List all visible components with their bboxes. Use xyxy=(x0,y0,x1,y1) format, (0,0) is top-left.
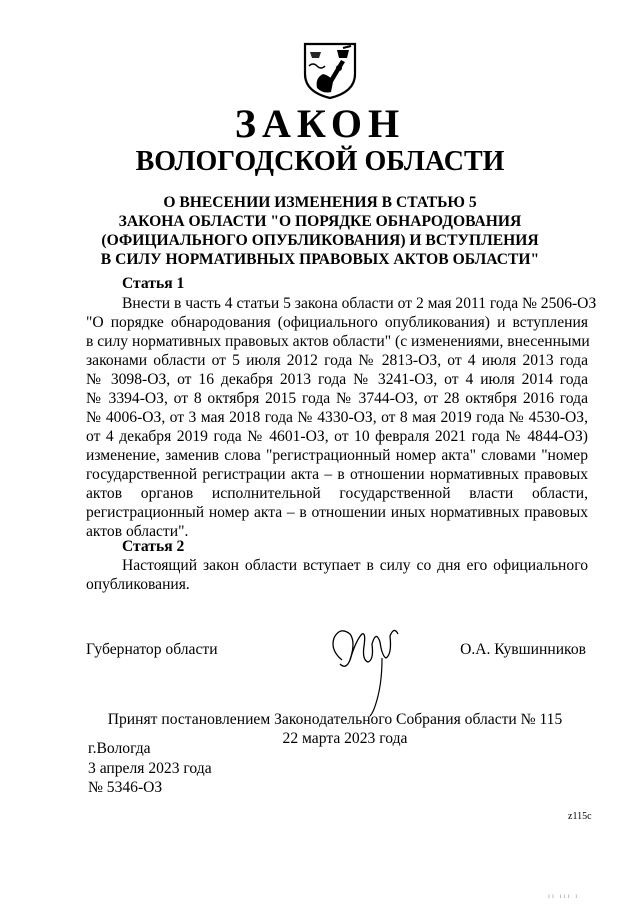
coat-of-arms-icon xyxy=(301,38,359,100)
text-line: Настоящий закон области вступает в силу со дня его официального xyxy=(122,557,588,574)
text-line: актов органов исполнительной государственной власти области, xyxy=(86,485,588,502)
subject-line: В СИЛУ НОРМАТИВНЫХ ПРАВОВЫХ АКТОВ ОБЛАСТИ" xyxy=(100,251,540,268)
text-line: Внести в часть 4 статьи 5 закона области от 2 мая 2011 года № 2506-ОЗ xyxy=(122,295,597,312)
adoption-date: 22 марта 2023 года xyxy=(282,730,408,747)
subject-line: (ОФИЦИАЛЬНОГО ОПУБЛИКОВАНИЯ) И ВСТУПЛЕНИЯ xyxy=(101,232,539,249)
text-line: № 3098-ОЗ, от 16 декабря 2013 года № 3241-ОЗ, от 4 июля 2014 года xyxy=(86,371,588,388)
subject-line: ЗАКОНА ОБЛАСТИ "О ПОРЯДКЕ ОБНАРОДОВАНИЯ xyxy=(118,213,522,230)
document-title: ЗАКОН xyxy=(234,101,406,146)
subject-line: О ВНЕСЕНИИ ИЗМЕНЕНИЯ В СТАТЬЮ 5 xyxy=(163,194,477,211)
text-line: № 4006-ОЗ, от 3 мая 2018 года № 4330-ОЗ, от 8 мая 2019 года № 4530-ОЗ, xyxy=(86,409,588,426)
text-line: в силу нормативных правовых актов области" (с изменениями, внесенными xyxy=(86,333,590,350)
text-line: опубликования. xyxy=(86,576,190,593)
adoption-line: Принят постановлением Законодательного Собрания области № 115 xyxy=(107,711,563,728)
signatory-name: О.А. Кувшинников xyxy=(460,641,586,658)
law-number: № 5346-ОЗ xyxy=(88,779,163,796)
city: г.Вологда xyxy=(88,740,151,757)
scan-marks: ıı ııı ı xyxy=(548,892,580,900)
signatory-position: Губернатор области xyxy=(86,641,218,658)
text-line: № 3394-ОЗ, от 8 октября 2015 года № 3744-ОЗ, от 28 октября 2016 года xyxy=(86,390,588,407)
text-line: "О порядке обнародования (официального опубликования) и вступления xyxy=(86,314,588,331)
article-1-text xyxy=(86,294,597,541)
signing-date: 3 апреля 2023 года xyxy=(88,760,212,777)
text-line: от 4 декабря 2019 года № 4601-ОЗ, от 10 февраля 2021 года № 4844-ОЗ) xyxy=(86,428,588,445)
text-line: государственной регистрации акта – в отношении нормативных правовых xyxy=(86,466,588,483)
handwritten-signature-icon xyxy=(320,620,410,718)
article-1-heading: Статья 1 xyxy=(122,275,185,292)
text-line: изменение, заменив слова "регистрационный номер акта" словами "номер xyxy=(86,447,588,464)
text-line: регистрационный номер акта – в отношении иных нормативных правовых xyxy=(86,504,588,521)
article-2-heading: Статья 2 xyxy=(122,538,185,555)
article-2-text xyxy=(86,556,588,594)
region-title: ВОЛОГОДСКОЙ ОБЛАСТИ xyxy=(135,146,505,177)
text-line: актов области". xyxy=(86,523,189,540)
document-code: z115c xyxy=(568,811,592,822)
law-subject xyxy=(0,193,640,269)
text-line: законами области от 5 июля 2012 года № 2813-ОЗ, от 4 июля 2013 года xyxy=(86,352,588,369)
